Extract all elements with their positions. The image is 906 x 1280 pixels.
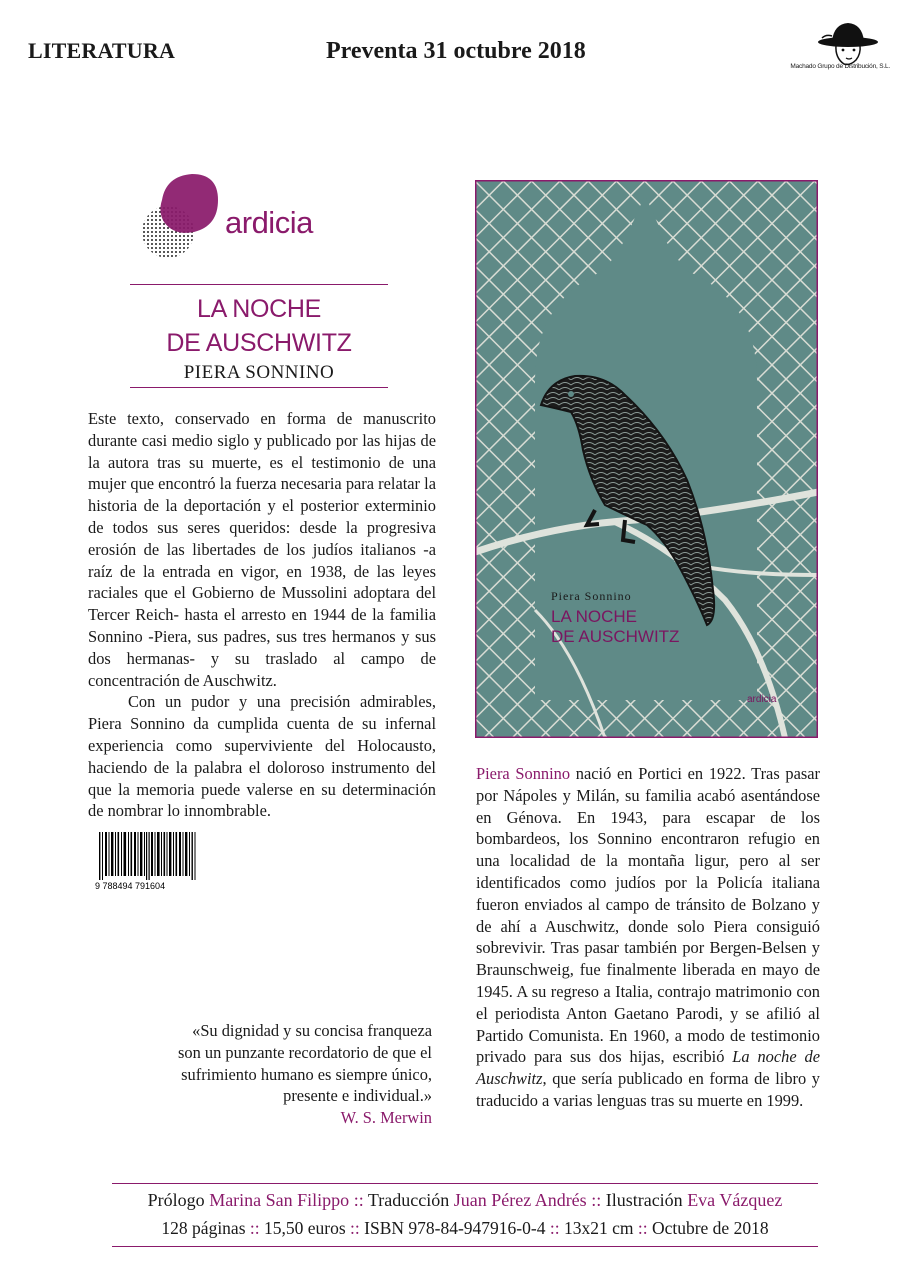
illustration-name: Eva Vázquez (687, 1190, 783, 1210)
bio-author-name: Piera Sonnino (476, 764, 571, 783)
specs-line (112, 1218, 818, 1239)
illustration-label: Ilustración (605, 1190, 683, 1210)
quote-line-2: son un punzante recordatorio de que el (178, 1042, 432, 1062)
prologue-label: Prólogo (147, 1190, 205, 1210)
isbn: ISBN 978-84-947916-0-4 (364, 1218, 546, 1238)
separator: :: (637, 1218, 648, 1238)
separator: :: (353, 1190, 364, 1210)
quote-line-1: «Su dignidad y su concisa franqueza (192, 1021, 432, 1040)
bio-book-title: La noche de Auschwitz (476, 1047, 820, 1089)
barcode-icon (95, 832, 205, 892)
book-cover (475, 180, 818, 738)
separator: :: (249, 1218, 260, 1238)
prologue-name: Marina San Filippo (209, 1190, 350, 1210)
synopsis (88, 408, 436, 822)
title-line-1: LA NOCHE (196, 295, 322, 323)
review-quote (120, 1020, 432, 1129)
quote-line-4: presente e individual.» (283, 1086, 432, 1106)
presale-date: Preventa 31 octubre 2018 (326, 38, 586, 64)
cover-publisher: ardicia (747, 694, 777, 705)
price: 15,50 euros (264, 1218, 346, 1238)
footer-top-rule (112, 1183, 818, 1184)
book-title (130, 292, 388, 360)
credits-line (112, 1190, 818, 1211)
synopsis-paragraph-1: Este texto, conservado en forma de manuscrito durante casi medio siglo y publicado por las hijas de la autora tras su muerte, es el testimonio de una mujer que encontró la fuerza necesaria para relatar la historia de la deportación y el posterior exterminio de todos sus seres queridos: desde la progresiva erosión de las libertades de los judíos italianos -a raíz de la entrada en vigor, en 1938, de las leyes raciales que el Gobierno de Mussolini adoptara del Tercer Reich- hasta el arresto en 1944 de la familia Sonnino -Piera, sus padres, sus tres hermanos y sus dos hermanas- y su traslado al campo de concentración de Auschwitz. (88, 409, 436, 690)
synopsis-paragraph-2: Con un pudor y una precisión admirables, Piera Sonnino da cumplida cuenta de su infernal experiencia como superviviente del Holocausto, haciendo de la palabra el doloroso instrumento del que la memoria puede valerse en su determinación de nombrar lo innombrable. (88, 692, 436, 821)
title-top-rule (130, 284, 388, 285)
cover-title-line-1: LA NOCHE (551, 607, 637, 626)
cover-title-line-2: DE AUSCHWITZ (551, 627, 680, 646)
quote-line-3: sufrimiento humano es siempre único, (181, 1064, 432, 1084)
title-bottom-rule (130, 387, 388, 388)
footer-bottom-rule (112, 1246, 818, 1247)
cover-author: Piera Sonnino (551, 589, 632, 603)
title-line-2: DE AUSCHWITZ (166, 329, 352, 357)
separator: :: (350, 1218, 360, 1238)
book-author: PIERA SONNINO (183, 362, 335, 383)
barcode-number: 9 788494 791604 (95, 881, 166, 891)
bio-text-2: , que sería publicado en forma de libro y traducido a varias lenguas tras su muerte en 1999. (476, 1069, 820, 1110)
translation-name: Juan Pérez Andrés (453, 1190, 587, 1210)
translation-label: Traducción (367, 1190, 450, 1210)
separator: :: (591, 1190, 602, 1210)
distributor-name: Machado Grupo de Distribución, S.L. (790, 63, 890, 70)
separator: :: (549, 1218, 560, 1238)
pages: 128 páginas (161, 1218, 246, 1238)
author-bio (476, 763, 820, 1112)
book-size: 13x21 cm (563, 1218, 634, 1238)
bio-text-1: nació en Portici en 1922. Tras pasar por Nápoles y Milán, su familia acabó asentándose en Génova. En 1943, para escapar de los bombardeos, los Sonnino encontraron refugio en una localidad de la montaña ligur, pero al ser identificados como judíos por la Policía italiana fueron enviados al campo de tránsito de Bolzano y de ahí a Auschwitz, donde solo Piera consiguió sobrevivir. Tras pasar también por Bergen-Belsen y Braunschweig, fue finalmente liberada en mayo de 1945. A su regreso a Italia, contrajo matrimonio con el periodista Anton Gaetano Parodi, y se afilió al Partido Comunista. En 1960, a modo de testimonio privado para sus dos hijas, escribió (476, 764, 821, 1067)
quote-author: W. S. Merwin (340, 1108, 432, 1128)
publisher-name: ardicia (225, 205, 313, 240)
category-label: LITERATURA (28, 38, 176, 63)
publication-date: Octubre de 2018 (651, 1218, 769, 1238)
